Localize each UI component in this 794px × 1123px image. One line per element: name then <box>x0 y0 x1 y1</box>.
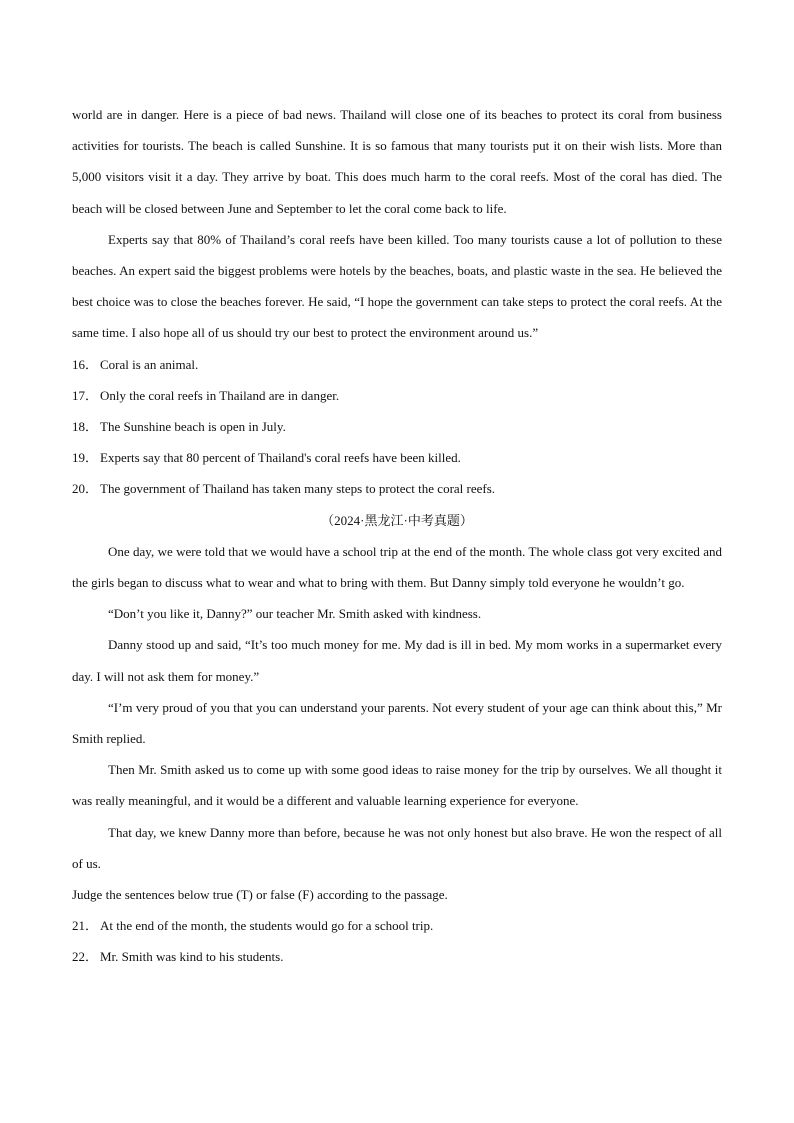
passage1-paragraph-2: Experts say that 80% of Thailand’s coral reefs have been killed. Too many tourists cause a lot of pollution to these beaches. An expert said the biggest problems were hotels by the beaches, boats, and plastic waste in the sea. He believed the best choice was to close the beaches forever. He said, “I hope the government can take steps to protect the coral reefs. At the same time. I also hope all of us should try our best to protect the environment around us.” <box>72 231 722 341</box>
question-text: Coral is an animal. <box>100 356 199 372</box>
question-number: 22． <box>72 949 99 965</box>
question-text: The Sunshine beach is open in July. <box>100 419 286 435</box>
question-number: 20． <box>72 481 99 497</box>
passage2-paragraph-4: “I’m very proud of you that you can understand your parents. Not every student of your age can think about this,” Mr Smith replied. <box>72 699 722 747</box>
question-19 <box>72 442 722 473</box>
question-17 <box>72 380 722 411</box>
question-number: 17． <box>72 387 99 403</box>
passage2-paragraph-5: Then Mr. Smith asked us to come up with some good ideas to raise money for the trip by ourselves. We all thought it was really meaningful, and it would be a different and valuable learning experience for everyone. <box>72 762 722 809</box>
document-page <box>72 99 722 973</box>
question-text: Mr. Smith was kind to his students. <box>100 949 284 965</box>
question-text: Experts say that 80 percent of Thailand's coral reefs have been killed. <box>100 450 461 466</box>
question-number: 21． <box>72 918 99 934</box>
question-text: At the end of the month, the students would go for a school trip. <box>100 918 434 934</box>
question-text: Only the coral reefs in Thailand are in danger. <box>100 387 340 403</box>
passage2-paragraph-2: “Don’t you like it, Danny?” our teacher Mr. Smith asked with kindness. <box>108 606 482 622</box>
source-label: （2024·黑龙江·中考真题） <box>321 512 473 528</box>
question-text: The government of Thailand has taken many steps to protect the coral reefs. <box>100 481 496 497</box>
question-20 <box>72 473 722 504</box>
passage2-paragraph-6: That day, we knew Danny more than before, because he was not only honest but also brave. He won the respect of all of us. <box>72 824 722 871</box>
passage2-paragraph-3: Danny stood up and said, “It’s too much money for me. My dad is ill in bed. My mom works in a supermarket every day. I will not ask them for money.” <box>72 637 722 684</box>
question-16 <box>72 349 722 380</box>
instruction-text: Judge the sentences below true (T) or false (F) according to the passage. <box>72 887 448 903</box>
passage2-paragraph-1: One day, we were told that we would have a school trip at the end of the month. The whole class got very excited and the girls began to discuss what to wear and what to bring with them. But Danny simply told everyone he wouldn’t go. <box>72 543 722 591</box>
question-21 <box>72 910 722 941</box>
question-18 <box>72 411 722 442</box>
question-number: 16． <box>72 356 99 372</box>
question-number: 18． <box>72 419 99 435</box>
passage1-paragraph-1: world are in danger. Here is a piece of bad news. Thailand will close one of its beaches to protect its coral from business activities for tourists. The beach is called Sunshine. It is so famous that many tourists put it on their wish lists. More than 5,000 visitors visit it a day. They arrive by boat. This does much harm to the coral reefs. Most of the coral has died. The beach will be closed between June and September to let the coral come back to life. <box>72 107 722 216</box>
question-number: 19． <box>72 450 99 466</box>
question-22 <box>72 941 722 972</box>
